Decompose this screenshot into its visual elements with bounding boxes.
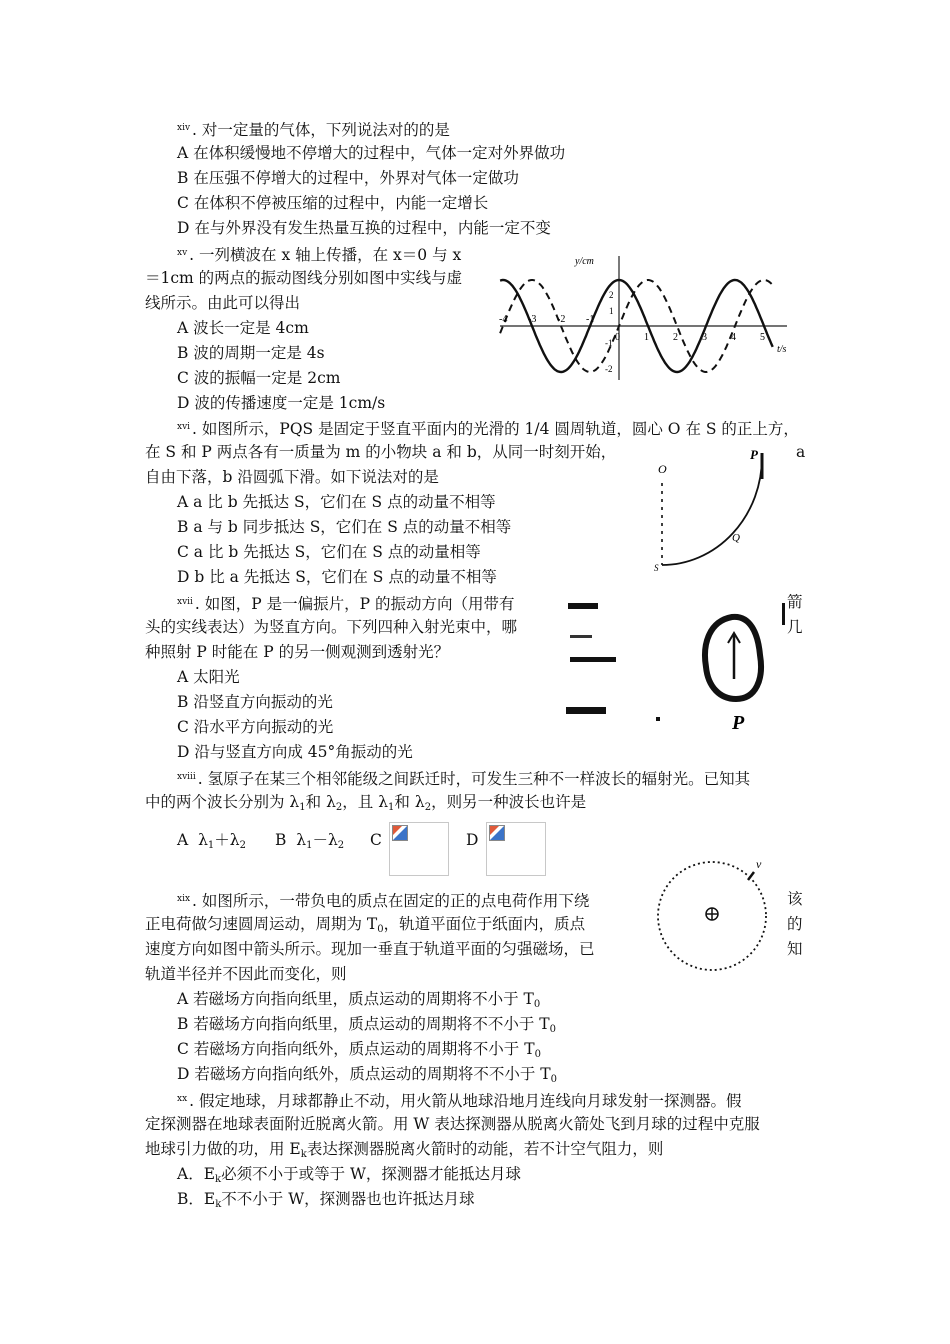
q20-option-a: A．$E_k$必须不小于或等于 W，探测器才能抵达月球 — [177, 1165, 521, 1185]
q19-number: xix — [177, 894, 191, 904]
q17-stem-line3: 种照射 P 时能在 P 的另一侧观测到透射光？ — [145, 643, 450, 661]
q14-option-d: D 在与外界没有发生热量互换的过程中，内能一定不变 — [177, 219, 551, 237]
q14-stem: $^{xiv}$ . 对一定量的气体，下列说法对的的是 — [177, 121, 450, 139]
q18-stem-line2: 中的两个波长分别为 $\lambda_1$和 $\lambda_2$，且 $\lambda_1$和 $\lambda_2$，则另一种波长也许是 — [145, 793, 587, 813]
q15-vibration-graph — [495, 248, 795, 388]
q18-number: xviii — [177, 772, 196, 782]
q16-quarter-circle-track — [650, 445, 790, 575]
q17-option-b: B 沿竖直方向振动的光 — [177, 693, 333, 711]
q20-stem-line2: 定探测器在地球表面附近脱离火箭。用 W 表达探测器从脱离火箭处飞到月球的过程中克服 — [145, 1115, 760, 1133]
x-tick-label: 5 — [760, 332, 765, 343]
q16-option-b: B a 与 b 同步抵达 S，它们在 S 点的动量不相等 — [177, 518, 512, 536]
label-p: P — [732, 712, 745, 734]
x-tick-label: -2 — [557, 314, 566, 325]
q17-option-c: C 沿水平方向振动的光 — [177, 718, 334, 736]
q17-option-d: D 沿与竖直方向成 45°角振动的光 — [177, 743, 413, 761]
y-tick-minus-1: -1 — [605, 338, 613, 348]
x-tick-label: 3 — [702, 332, 707, 343]
velocity-arrow-icon — [748, 872, 754, 880]
q19-option-a: A 若磁场方向指向纸里，质点运动的周期将不小于 $T_0$ — [177, 990, 541, 1010]
label-q: Q — [732, 532, 740, 544]
label-s: S — [654, 563, 659, 573]
q19-stem-line1: $^{xix}$ . 如图所示，一带负电的质点在固定的正的点电荷作用下绕 — [177, 892, 590, 910]
q16-stem-line1: $^{xvi}$ . 如图所示，PQS 是固定于竖直平面内的光滑的 1/4 圆周轨道，圆心 O 在 S 的正上方， — [177, 420, 799, 438]
q20-stem-line1: $^{xx}$ . 假定地球，月球都静止不动，用火箭从地球沿地月连线向月球发射一探测器。假 — [177, 1092, 742, 1110]
q14-number: xiv — [177, 123, 191, 133]
q17-stem-line1: $^{xvii}$ . 如图，P 是一偏振片，P 的振动方向（用带有 — [177, 595, 515, 613]
q15-stem-line1: $^{xv}$ . 一列横波在 x 轴上传播，在 x＝0 与 x — [177, 246, 462, 264]
q19-stem-line3-tail: 知 — [787, 940, 803, 958]
light-beam-mark-4 — [566, 707, 606, 714]
q16-stem-line2-tail: a — [796, 443, 806, 461]
q14-option-c: C 在体积不停被压缩的过程中，内能一定增长 — [177, 194, 489, 212]
x-tick-label: -3 — [528, 314, 537, 325]
q15-stem-line2: ＝1cm 的两点的振动图线分别如图中实线与虚 — [145, 269, 463, 287]
light-beam-mark-3 — [570, 657, 616, 662]
q18-option-a: A $\lambda_1+\lambda_2$ — [177, 831, 246, 851]
x-tick-label: 4 — [731, 332, 736, 343]
q20-stem-line3: 地球引力做的功，用 $E_k$表达探测器脱离火箭时的动能，若不计空气阻力，则 — [145, 1140, 664, 1160]
q20-option-b: B．$E_k$不不小于 W，探测器也也许抵达月球 — [177, 1190, 475, 1210]
light-beam-mark-1 — [568, 603, 598, 609]
q18-option-b: B $\lambda_1-\lambda_2$ — [275, 831, 345, 851]
x-tick-label: 1 — [644, 332, 649, 343]
q16-option-a: A a 比 b 先抵达 S，它们在 S 点的动量不相等 — [177, 493, 496, 511]
q17-stem-line1-tail: 箭 — [787, 593, 803, 611]
light-beam-mark-2 — [570, 635, 592, 638]
q17-stem-line2: 头的实线表达）为竖直方向。下列四种入射光束中，哪 — [145, 618, 518, 636]
q19-stem-line2-tail: 的 — [787, 915, 803, 933]
q15-option-b: B 波的周期一定是 4s — [177, 344, 325, 362]
broken-image-icon — [489, 825, 505, 841]
q17-polarizer-figure — [560, 595, 785, 735]
y-axis-label: y/cm — [575, 256, 594, 267]
q16-stem-line3: 自由下落，b 沿圆弧下滑。如下说法对的是 — [145, 468, 439, 486]
t-axis-label: t/s — [777, 344, 787, 355]
dot-mark — [656, 717, 660, 721]
q18-option-c-image-placeholder — [389, 822, 449, 876]
y-tick-minus-2: -2 — [605, 364, 613, 374]
x-tick-label: -1 — [586, 314, 595, 325]
q17-stem-line2-tail: 几 — [787, 618, 803, 636]
q16-stem-line2: 在 S 和 P 两点各有一质量为 m 的小物块 a 和 b，从同一时刻开始， — [145, 443, 617, 461]
q15-stem-line3: 线所示。由此可以得出 — [145, 294, 301, 312]
q19-option-c: C 若磁场方向指向纸外，质点运动的周期将不小于 $T_0$ — [177, 1040, 541, 1060]
q19-option-d: D 若磁场方向指向纸外，质点运动的周期将不不小于 $T_0$ — [177, 1065, 557, 1085]
q17-option-a: A 太阳光 — [177, 668, 240, 686]
label-o: O — [658, 462, 667, 476]
q19-stem-line3: 速度方向如图中箭头所示。现加一垂直于轨道平面的匀强磁场，已 — [145, 940, 595, 958]
q14-option-b: B 在压强不停增大的过程中，外界对气体一定做功 — [177, 169, 519, 187]
q16-number: xvi — [177, 422, 191, 432]
q19-stem-line2: 正电荷做匀速圆周运动，周期为 $T_0$，轨道平面位于纸面内，质点 — [145, 915, 586, 935]
q19-stem-line1-tail: 该 — [787, 890, 803, 908]
broken-image-icon — [392, 825, 408, 841]
arc-track — [662, 457, 762, 565]
q20-number: xx — [177, 1094, 188, 1104]
q19-circular-orbit-figure — [648, 852, 778, 977]
q15-number: xv — [177, 248, 188, 258]
q18-option-d-label: D — [466, 831, 479, 849]
q15-option-c: C 波的振幅一定是 2cm — [177, 369, 341, 387]
y-tick-1: 1 — [609, 306, 614, 316]
q18-option-d-image-placeholder — [486, 822, 546, 876]
label-p: P — [750, 447, 758, 462]
q18-option-c-label: C — [370, 831, 382, 849]
q19-stem-line4: 轨道半径并不因此而变化，则 — [145, 965, 347, 983]
q14-option-a: A 在体积缓慢地不停增大的过程中，气体一定对外界做功 — [177, 144, 566, 162]
q19-option-b: B 若磁场方向指向纸里，质点运动的周期将不不小于 $T_0$ — [177, 1015, 556, 1035]
q16-option-d: D b 比 a 先抵达 S，它们在 S 点的动量不相等 — [177, 568, 497, 586]
q15-option-a: A 波长一定是 4cm — [177, 319, 309, 337]
x-tick-label: 0 — [615, 332, 620, 343]
edge-mark — [782, 603, 785, 625]
x-tick-label: -4 — [499, 314, 508, 325]
q15-option-d: D 波的传播速度一定是 1cm/s — [177, 394, 386, 412]
q18-stem-line1: $^{xviii}$ . 氢原子在某三个相邻能级之间跃迁时，可发生三种不一样波长的辐射光。已知其 — [177, 770, 751, 788]
y-tick-2: 2 — [609, 290, 614, 300]
q17-number: xvii — [177, 597, 193, 607]
label-v: v — [756, 857, 762, 871]
x-tick-label: 2 — [673, 332, 678, 343]
q16-option-c: C a 比 b 先抵达 S，它们在 S 点的动量相等 — [177, 543, 481, 561]
